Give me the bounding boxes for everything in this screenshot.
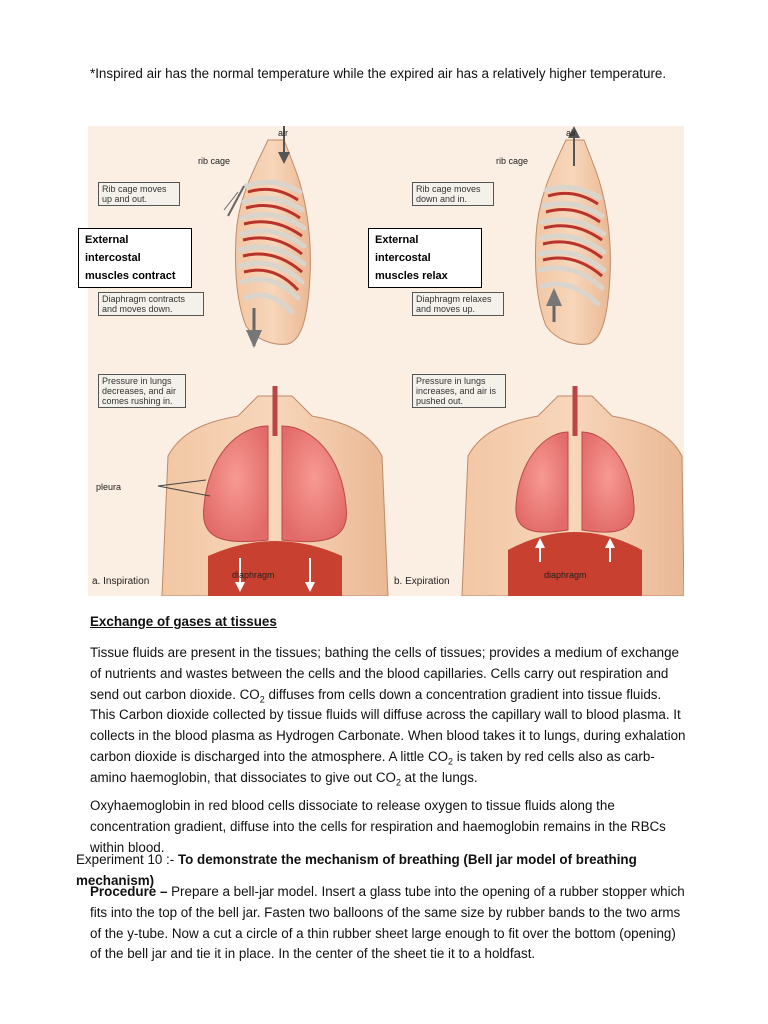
para1-part-b: diffuses from cells down a concentration gradient into tissue fluids. This Carbon dioxide collected by tissue fluids will diffuse across the capillary wall to blood plasma. It collects in the blood plasma as Hydrogen Carbonate. When blood takes it to lungs, during exhalation carbon dioxide is discharged into the atmosphere. A little CO bbox=[90, 686, 686, 764]
para1-part-a: Tissue fluids are present in the tissues; bathing the cells of tissues; provides a medium of exchange of nutrients and wastes between the cells and the blood capillaries. Cells carry out respiration and send out carbon dioxide. CO bbox=[90, 645, 680, 702]
insp-muscle-line2: muscles contract bbox=[85, 270, 176, 282]
expiration-front-torso bbox=[462, 386, 684, 596]
co2-subscript: 2 bbox=[448, 756, 454, 767]
intro-note: *Inspired air has the normal temperature while the expired air has a relatively higher temperature. bbox=[90, 66, 667, 81]
para1-part-c: is taken by red cells also as carb-amino haemoglobin, that dissociates to give out CO bbox=[90, 748, 655, 785]
expiration-torso-side bbox=[535, 126, 610, 344]
procedure-text: Prepare a bell-jar model. Insert a glass tube into the opening of a rubber stopper which fits into the top of the bell jar. Fasten two balloons of the same size by rubber bands to the two arms of the y-tube. Now a cut a circle of a thin rubber sheet large enough to fit over the bottom (opening) of the bell jar and tie it in place. In the center of the sheet tie it to a holdfast. bbox=[90, 884, 685, 962]
experiment-title: To demonstrate the mechanism of breathing (Bell jar model of breathing mechanism) bbox=[76, 852, 637, 888]
exp-diaphragm-caption: Diaphragm relaxes and moves up. bbox=[412, 292, 504, 316]
procedure-label: Procedure – bbox=[90, 884, 172, 899]
experiment-prefix: Experiment 10 :- bbox=[76, 852, 178, 867]
insp-muscle-box bbox=[78, 228, 192, 288]
insp-panel-label: a. Inspiration bbox=[92, 576, 150, 587]
breathing-mechanism-figure bbox=[85, 126, 684, 596]
insp-air-label: air bbox=[278, 128, 289, 138]
section-heading: Exchange of gases at tissues bbox=[90, 614, 277, 629]
procedure-paragraph bbox=[90, 882, 686, 965]
exp-panel-label: b. Expiration bbox=[394, 576, 450, 587]
insp-rib-cage-label: rib cage bbox=[198, 156, 231, 166]
pleura-label: pleura bbox=[96, 482, 122, 492]
exp-muscle-line2: muscles relax bbox=[375, 270, 448, 282]
insp-diaphragm-caption: Diaphragm contracts and moves down. bbox=[98, 292, 204, 316]
para1-part-d: at the lungs. bbox=[400, 769, 478, 785]
co2-subscript: 2 bbox=[395, 777, 401, 788]
insp-pressure-caption: Pressure in lungs decreases, and air comes rushing in. bbox=[98, 374, 186, 408]
insp-muscle-line1: External intercostal bbox=[85, 234, 141, 264]
insp-rib-caption: Rib cage moves up and out. bbox=[98, 182, 180, 206]
exp-muscle-box bbox=[368, 228, 482, 288]
paragraph-oxyhaemoglobin: Oxyhaemoglobin in red blood cells dissociate to release oxygen to tissue fluids along the concentration gradient, diffuse into the cells for respiration and haemoglobin remains in the RBCs within blood. bbox=[90, 798, 666, 855]
exp-rib-caption: Rib cage moves down and in. bbox=[412, 182, 494, 206]
exp-diaphragm-label: diaphragm bbox=[544, 570, 587, 580]
insp-diaphragm-label: diaphragm bbox=[232, 570, 275, 580]
exp-muscle-line1: External intercostal bbox=[375, 234, 431, 264]
inspiration-front-torso bbox=[158, 386, 388, 596]
exp-rib-cage-label: rib cage bbox=[496, 156, 529, 166]
exp-air-label: air bbox=[566, 128, 577, 138]
inspiration-torso-side bbox=[224, 126, 310, 348]
co2-subscript: 2 bbox=[259, 694, 265, 705]
exp-pressure-caption: Pressure in lungs increases, and air is pushed out. bbox=[412, 374, 506, 408]
paragraph-tissue-fluids bbox=[90, 643, 686, 789]
